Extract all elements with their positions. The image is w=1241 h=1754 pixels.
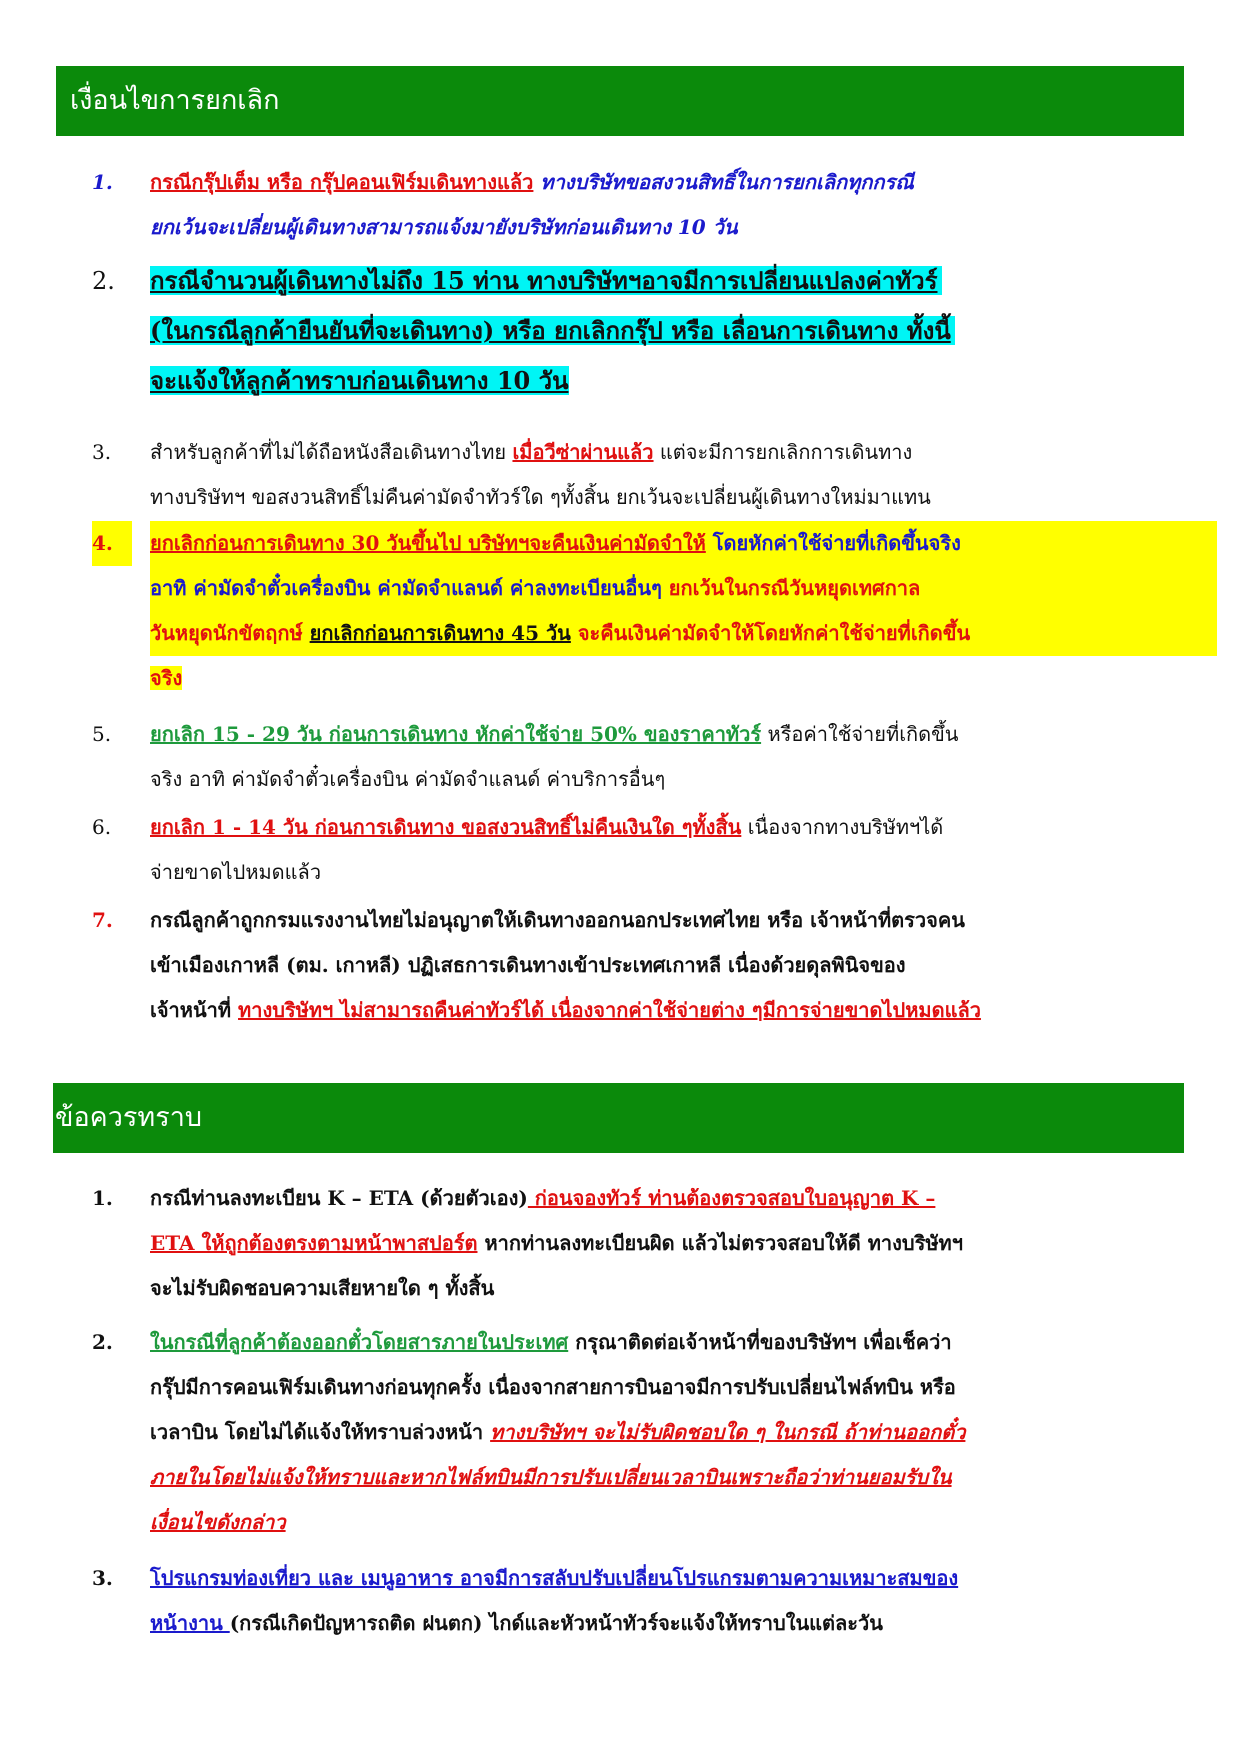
cancel-condition-item-4 — [92, 521, 1192, 703]
notes-header — [53, 1083, 1184, 1153]
officer-phrase: เจ้าหน้าที่ — [150, 998, 232, 1022]
item-number: 3. — [92, 440, 112, 464]
on-site-phrase: หน้างาน — [150, 1611, 230, 1635]
no-responsibility-phrase: จะไม่รับผิดชอบความเสียหายใด ๆ ทั้งสิ้น — [150, 1276, 495, 1300]
min-travelers-line-1: กรณีจำนวนผู้เดินทางไม่ถึง 15 ท่าน ทางบริษัทฯอาจมีการเปลี่ยนแปลงค่าทัวร์ — [150, 266, 942, 295]
item-number: 4. — [92, 521, 134, 566]
refund-deposit-phrase: จะคืนเงินค่ามัดจำให้โดยหักค่าใช้จ่ายที่เกิดขึ้น — [577, 621, 971, 645]
item-text — [150, 1556, 1230, 1646]
item-number: 3. — [92, 1566, 113, 1590]
cancellation-conditions-header — [56, 66, 1184, 136]
item-text — [150, 256, 1230, 406]
item-text — [150, 1176, 1230, 1311]
item-text — [150, 712, 1230, 802]
guide-notice-phrase: (กรณีเกิดปัญหารถติด ฝนตก) ไกด์และหัวหน้าทัวร์จะแจ้งให้ทราบในแต่ละวัน — [229, 1611, 883, 1635]
public-holiday-phrase: วันหยุดนักขัตฤกษ์ — [150, 621, 303, 645]
cancel-45-days-phrase: ยกเลิกก่อนการเดินทาง 45 วัน — [309, 621, 571, 645]
item-number: 7. — [92, 908, 113, 932]
cancel-travel-phrase: แต่จะมีการยกเลิกการเดินทาง — [659, 440, 913, 464]
cancel-15-29-days-phrase: ยกเลิก 15 - 29 วัน ก่อนการเดินทาง หักค่าใช้จ่าย 50% ของราคาทัวร์ — [150, 722, 762, 746]
item-number: 2. — [92, 1330, 113, 1354]
note-item-2 — [92, 1320, 1192, 1550]
item-number: 6. — [92, 815, 112, 839]
section-title: เงื่อนไขการยกเลิก — [70, 85, 280, 116]
item-number: 2. — [92, 267, 115, 295]
domestic-ticket-phrase: ในกรณีที่ลูกค้าต้องออกตั๋วโดยสารภายในประเทศ — [150, 1330, 569, 1354]
cancel-condition-item-2 — [92, 256, 1192, 416]
deposit-examples-phrase: อาทิ ค่ามัดจำตั๋วเครื่องบิน ค่ามัดจำแลนด์ ค่าลงทะเบียนอื่นๆ — [150, 576, 662, 600]
item-number: 1. — [92, 1186, 113, 1210]
expense-examples-phrase: จริง อาทิ ค่ามัดจำตั๋วเครื่องบิน ค่ามัดจำแลนด์ ค่าบริการอื่นๆ — [150, 767, 666, 791]
cancel-condition-item-6 — [92, 805, 1192, 895]
item-number: 1. — [92, 170, 113, 194]
note-item-3 — [92, 1556, 1192, 1646]
no-refund-deposit-phrase: ทางบริษัทฯ ขอสงวนสิทธิ์ไม่คืนค่ามัดจำทัวร์ใด ๆทั้งสิ้น ยกเว้นจะเปลี่ยนผู้เดินทางใหม่มาแทน — [150, 485, 931, 509]
cancel-1-14-days-phrase: ยกเลิก 1 - 14 วัน ก่อนการเดินทาง ขอสงวนสิทธิ์ไม่คืนเงินใด ๆทั้งสิ้น — [150, 815, 742, 839]
program-change-phrase: โปรแกรมท่องเที่ยว และ เมนูอาหาร อาจมีการสลับปรับเปลี่ยนโปรแกรมตามความเหมาะสมของ — [150, 1566, 959, 1590]
item-text — [150, 160, 1230, 250]
min-travelers-line-3: จะแจ้งให้ลูกค้าทราบก่อนเดินทาง 10 วัน — [150, 366, 569, 395]
item-text — [150, 521, 1230, 701]
section-title: ข้อควรทราบ — [55, 1102, 202, 1133]
labor-dept-refusal-phrase: กรณีลูกค้าถูกกรมแรงงานไทยไม่อนุญาตให้เดินทางออกนอกประเทศไทย หรือ เจ้าหน้าที่ตรวจคน — [150, 908, 965, 932]
deduct-actual-expenses-phrase: โดยหักค่าใช้จ่ายที่เกิดขึ้นจริง — [712, 531, 961, 555]
note-item-1 — [92, 1176, 1192, 1316]
check-k-eta-phrase: ก่อนจองทัวร์ ท่านต้องตรวจสอบใบอนุญาต K – — [527, 1186, 936, 1210]
contact-staff-phrase: กรุณาติดต่อเจ้าหน้าที่ของบริษัทฯ เพื่อเช็คว่า — [575, 1330, 952, 1354]
match-passport-phrase: ETA ให้ถูกต้องตรงตามหน้าพาสปอร์ต — [150, 1231, 478, 1255]
register-wrong-phrase: หากท่านลงทะเบียนผิด แล้วไม่ตรวจสอบให้ดี ทางบริษัทฯ — [484, 1231, 963, 1255]
item-text — [150, 430, 1230, 520]
confirm-group-phrase: กรุ๊ปมีการคอนเฟิร์มเดินทางก่อนทุกครั้ง เนื่องจากสายการบินอาจมีการปรับเปลี่ยนไฟล์ทบิน หรือ — [150, 1375, 956, 1399]
company-not-liable-phrase: ทางบริษัทฯ จะไม่รับผิดชอบใด ๆ ในกรณี ถ้าท่านออกตั๋ว — [490, 1420, 966, 1444]
change-traveler-phrase: ยกเว้นจะเปลี่ยนผู้เดินทางสามารถแจ้งมายังบริษัทก่อนเดินทาง 10 วัน — [150, 215, 738, 239]
except-festival-phrase: ยกเว้นในกรณีวันหยุดเทศกาล — [668, 576, 921, 600]
min-travelers-line-2: (ในกรณีลูกค้ายืนยันที่จะเดินทาง) หรือ ยกเลิกกรุ๊ป หรือ เลื่อนการเดินทาง ทั้งนี้ — [150, 316, 955, 345]
item-text — [150, 805, 1230, 895]
reserve-right-phrase: ทางบริษัทขอสงวนสิทธิ์ในการยกเลิกทุกกรณี — [540, 170, 914, 194]
full-group-phrase: กรณีกรุ๊ปเต็ม หรือ กรุ๊ปคอนเฟิร์มเดินทางแล้ว — [150, 170, 534, 194]
non-thai-passport-phrase: สำหรับลูกค้าที่ไม่ได้ถือหนังสือเดินทางไทย — [150, 440, 507, 464]
paid-off-phrase: จ่ายขาดไปหมดแล้ว — [150, 860, 322, 884]
item-text — [150, 898, 1230, 1033]
or-actual-expenses-phrase: หรือค่าใช้จ่ายที่เกิดขึ้น — [767, 722, 959, 746]
company-paid-phrase: เนื่องจากทางบริษัทฯได้ — [747, 815, 944, 839]
domestic-without-notice-phrase: ภายในโดยไม่แจ้งให้ทราบและหากไฟล์ทบินมีการปรับเปลี่ยนเวลาบินเพราะถือว่าท่านยอมรับใน — [150, 1465, 952, 1489]
korea-immigration-phrase: เข้าเมืองเกาหลี (ตม. เกาหลี) ปฏิเสธการเดินทางเข้าประเทศเกาหลี เนื่องด้วยดุลพินิจของ — [150, 953, 906, 977]
said-conditions-phrase: เงื่อนไขดังกล่าว — [150, 1510, 286, 1534]
cancel-condition-item-5 — [92, 712, 1192, 802]
item-number: 5. — [92, 722, 112, 746]
no-tour-refund-phrase: ทางบริษัทฯ ไม่สามารถคืนค่าทัวร์ได้ เนื่องจากค่าใช้จ่ายต่าง ๆมีการจ่ายขาดไปหมดแล้ว — [238, 998, 981, 1022]
item-text — [150, 1320, 1230, 1545]
flight-time-phrase: เวลาบิน โดยไม่ได้แจ้งให้ทราบล่วงหน้า — [150, 1420, 484, 1444]
cancel-condition-item-1 — [92, 160, 1192, 250]
cancel-condition-item-7 — [92, 898, 1192, 1034]
k-eta-self-register-phrase: กรณีท่านลงทะเบียน K – ETA (ด้วยตัวเอง) — [150, 1186, 528, 1210]
visa-approved-phrase: เมื่อวีซ่าผ่านแล้ว — [512, 440, 654, 464]
cancel-condition-item-3 — [92, 430, 1192, 520]
cancel-30-days-phrase: ยกเลิกก่อนการเดินทาง 30 วันขึ้นไป บริษัทฯจะคืนเงินค่ามัดจำให้ — [150, 531, 706, 555]
actual-phrase: จริง — [150, 666, 183, 690]
